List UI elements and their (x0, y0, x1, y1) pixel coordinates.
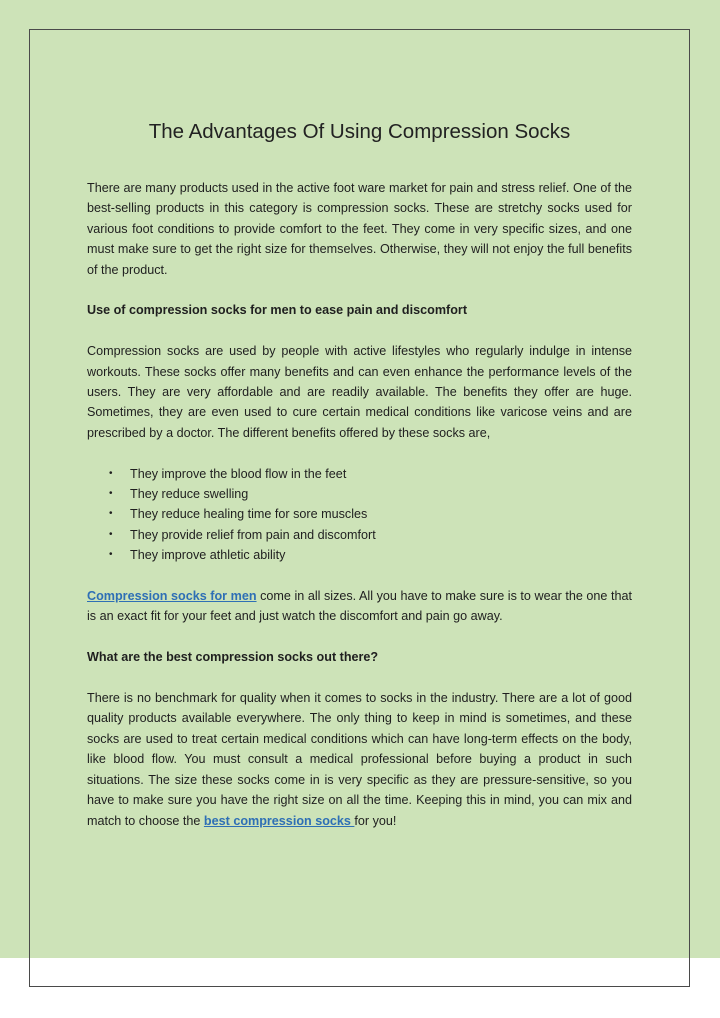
document-body (87, 118, 632, 851)
bullet-icon: • (109, 488, 113, 500)
list-item: • They reduce swelling (130, 484, 632, 504)
list-item: • They provide relief from pain and discomfort (130, 525, 632, 545)
section-heading-men: Use of compression socks for men to ease pain and discomfort (87, 303, 468, 318)
list-item: • They improve the blood flow in the feet (130, 464, 632, 484)
list-item: • They reduce healing time for sore muscles (130, 504, 632, 524)
benefits-paragraph: Compression socks are used by people with active lifestyles who regularly indulge in intense workouts. These socks offer many benefits and can even enhance the performance levels of the users. They are very affordable and are readily available. The benefits they offer are huge. Sometimes, they are even used to cure certain medical conditions like varicose veins and are prescribed by a doctor. The different benefits offered by these socks are, (87, 344, 632, 440)
section-heading-best: What are the best compression socks out there? (87, 650, 379, 665)
benefits-list (87, 464, 632, 566)
quality-paragraph: There is no benchmark for quality when it comes to socks in the industry. There are a lot of good quality products available everywhere. The only thing to keep in mind is sometimes, and these socks are used to treat certain medical conditions which can have long-term effects on the body, like blood flow. You must consult a medical professional before buying a product in such situations. The size these socks come in is very specific as they are pressure-sensitive, so you have to make sure you have the right size on all the time. Keeping this in mind, you can mix and match to choose the best compression socks for you! (87, 691, 632, 828)
list-item: • They improve athletic ability (130, 545, 632, 565)
intro-paragraph: There are many products used in the active foot ware market for pain and stress relief. One of the best-selling products in this category is compression socks. These are stretchy socks used for various foot conditions to provide comfort to the feet. They come in very specific sizes, and one must make sure to get the right size for themselves. Otherwise, they will not enjoy the full benefits of the product. (87, 181, 632, 277)
bullet-icon: • (109, 549, 113, 561)
bullet-icon: • (109, 467, 113, 479)
bullet-icon: • (109, 508, 113, 520)
bullet-icon: • (109, 528, 113, 540)
document-title: The Advantages Of Using Compression Socks (148, 120, 571, 143)
sizes-paragraph: Compression socks for men come in all sizes. All you have to make sure is to wear the one that is an exact fit for your feet and just watch the discomfort and pain go away. (87, 589, 632, 624)
compression-socks-for-men-link[interactable]: Compression socks for men (87, 589, 257, 604)
best-compression-socks-link[interactable]: best compression socks (203, 813, 355, 828)
